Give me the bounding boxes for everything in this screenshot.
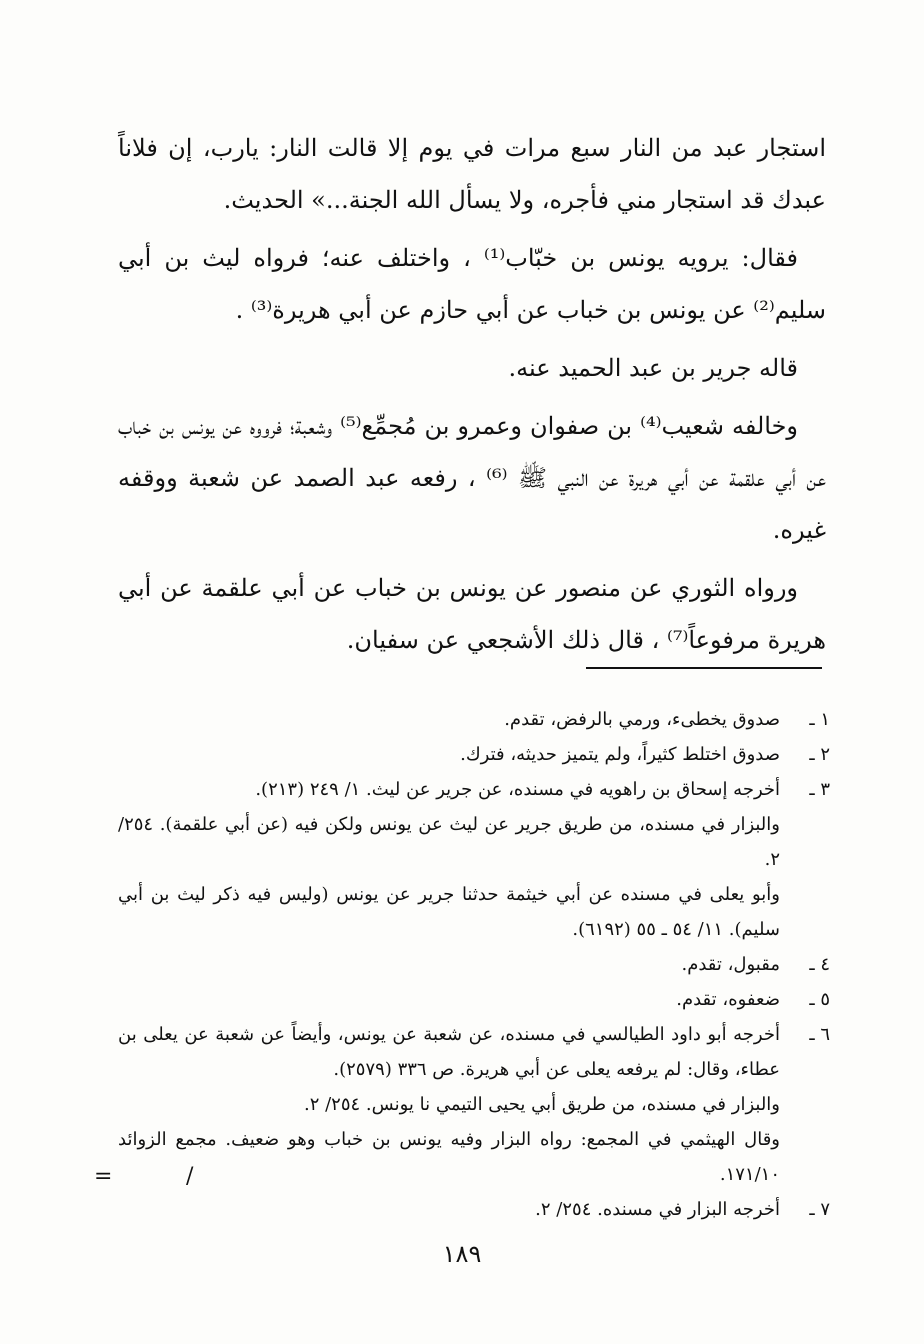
footnote-4 [118, 947, 830, 982]
footnote-1 [118, 702, 830, 737]
footnote-text: صدوق اختلط كثيراً، ولم يتميز حديثه، فترك. [460, 744, 780, 765]
footnote-number: ١ ـ [809, 709, 830, 730]
footnote-text: صدوق يخطىء، ورمي بالرفض، تقدم. [504, 709, 780, 730]
footnote-number: ٤ ـ [809, 954, 830, 975]
footnote-3 [118, 772, 830, 947]
margin-mark: = [94, 1164, 113, 1189]
main-text [118, 122, 826, 672]
footnote-2 [118, 737, 830, 772]
paragraph-2: فقال: يرويه يونس بن خبّاب⁽¹⁾ ، واختلف عنه؛ فرواه ليث بن أبي سليم⁽²⁾ عن يونس بن خباب عن أبي حازم عن أبي هريرة⁽³⁾ . [118, 244, 826, 324]
footnote-number: ٣ ـ [809, 779, 830, 800]
footnote-text: مقبول، تقدم. [681, 954, 780, 975]
footnote-text: أخرجه أبو داود الطيالسي في مسنده، عن شعبة عن يونس، وأيضاً عن شعبة عن يعلى بن عطاء، وقال: لم يرفعه يعلى عن أبي هريرة. ص ٣٣٦ (٢٥٧٩). [118, 1024, 780, 1080]
footnote-text: أخرجه إسحاق بن راهويه في مسنده، عن جرير عن ليث. ١/ ٢٤٩ (٢١٣). [255, 779, 780, 800]
margin-mark: / [186, 1164, 194, 1189]
footnote-text: ضعفوه، تقدم. [676, 989, 780, 1010]
footnote-text: وقال الهيثمي في المجمع: رواه البزار وفيه يونس بن خباب وهو ضعيف. مجمع الزوائد ١٧١/١٠. [118, 1129, 780, 1185]
paragraph-3: قاله جرير بن عبد الحميد عنه. [508, 354, 798, 382]
footnote-6 [118, 1017, 830, 1192]
footnote-separator [586, 667, 822, 669]
footnote-text: والبزار في مسنده، من طريق أبي يحيى التيمي نا يونس. ٢٥٤/ ٢. [303, 1094, 780, 1115]
paragraph-5: ورواه الثوري عن منصور عن يونس بن خباب عن أبي علقمة عن أبي هريرة مرفوعاً⁽⁷⁾ ، قال ذلك الأشجعي عن سفيان. [118, 574, 826, 654]
footnote-5 [118, 982, 830, 1017]
paragraph-1: استجار عبد من النار سبع مرات في يوم إلا قالت النار: يارب، إن فلاناً عبدك قد استجار مني فأجره، ولا يسأل الله الجنة...» الحديث. [118, 134, 826, 214]
footnote-text: وأبو يعلى في مسنده عن أبي خيثمة حدثنا جرير عن يونس (وليس فيه ذكر ليث بن أبي سليم). ١١/ ٥٤ ـ ٥٥ (٦١٩٢). [118, 884, 780, 940]
footnote-7 [118, 1192, 830, 1227]
footnote-number: ٢ ـ [809, 744, 830, 765]
footnote-text: أخرجه البزار في مسنده. ٢٥٤/ ٢. [535, 1199, 780, 1220]
footnote-number: ٧ ـ [809, 1199, 830, 1220]
paragraph-4: وخالفه شعيب⁽⁴⁾ بن صفوان وعمرو بن مُجمِّع⁽⁵⁾ وشعبة؛ فرووه عن يونس بن خباب عن أبي علقمة عن أبي هريرة عن النبي ﷺ ⁽⁶⁾ ، رفعه عبد الصمد عن شعبة ووقفه غيره. [118, 412, 827, 544]
footnote-text: والبزار في مسنده، من طريق جرير عن ليث عن يونس ولكن فيه (عن أبي علقمة). ٢٥٤/ ٢. [118, 814, 780, 870]
footnote-number: ٦ ـ [809, 1024, 830, 1045]
footnote-number: ٥ ـ [809, 989, 830, 1010]
page-number: ١٨٩ [442, 1240, 482, 1268]
footnotes [118, 702, 830, 1227]
